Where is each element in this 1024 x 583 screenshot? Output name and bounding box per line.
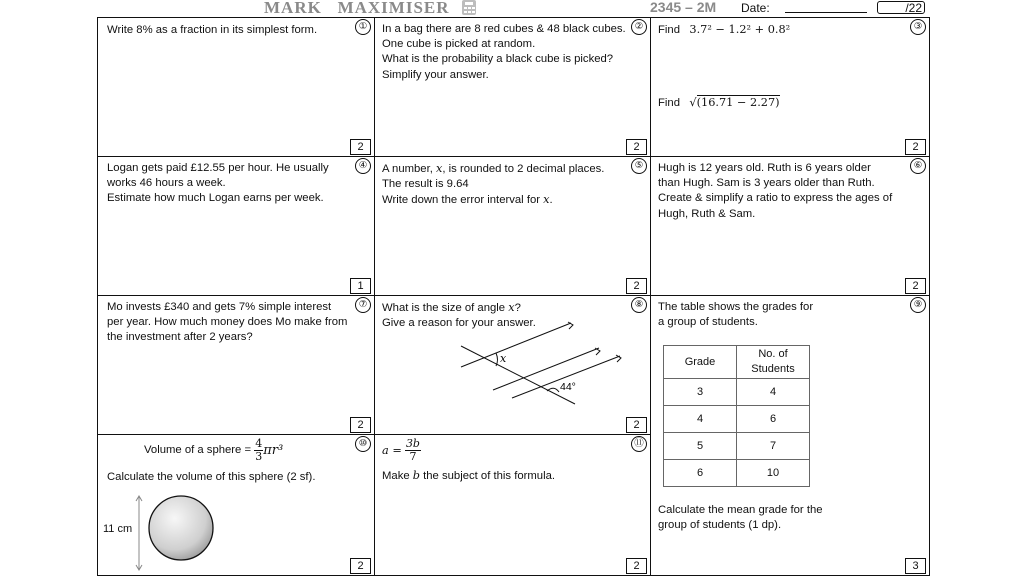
question-number: ⑪ [631,436,647,452]
marks-box: 2 [350,417,371,433]
question-7-text: Mo invests £340 and gets 7% simple interest per year. How much money does Mo make from the investment after 2 years? [107,301,348,344]
marks-box: 3 [905,558,926,574]
question-number: ⑦ [355,297,371,313]
question-10-text: Calculate the volume of this sphere (2 sf). [107,471,316,483]
sqrt-symbol: √ [689,96,697,109]
marks-box: 1 [350,278,371,294]
marks-box: 2 [626,139,647,155]
date-field[interactable] [785,12,867,13]
question-11-formula: a = $\frac{3b}{7}$ [382,437,420,463]
marks-box: 2 [905,278,926,294]
question-11-cell [375,435,651,575]
question-number: ⑨ [910,297,926,313]
question-number: ⑧ [631,297,647,313]
question-9-cell [651,296,929,575]
total-score-box: /22 [877,1,925,14]
table-header-row [664,346,810,379]
table-cell: 4 [737,379,810,406]
marks-box: 2 [350,139,371,155]
question-3-cell [651,18,929,157]
marks-box: 2 [350,558,371,574]
question-10-formula: Volume of a sphere = $\frac{4}{3}$ πr³ [144,437,284,463]
logo: MARK MAXIMISER [264,0,450,17]
table-cell: 3 [664,379,737,406]
table-cell: 10 [737,460,810,487]
question-8-cell [375,296,651,435]
question-3-part-b: Find √(16.71 − 2.27) [658,96,780,109]
question-1-cell [98,18,375,157]
table-row [664,406,810,433]
question-number: ④ [355,158,371,174]
table-row [664,379,810,406]
dimension-label: 11 cm [103,523,133,535]
grades-table [663,345,810,487]
question-number: ① [355,19,371,35]
table-cell: 4 [664,406,737,433]
question-number: ⑩ [355,436,371,452]
formula-fraction: $\frac{3b}{7}$ [405,437,420,463]
table-cell: 6 [664,460,737,487]
question-7-cell [98,296,375,435]
question-6-cell [651,157,929,296]
question-2-text: In a bag there are 8 red cubes & 48 black cubes. One cube is picked at random. What is the probability a black cube is picked? Simplify your answer. [382,23,626,81]
question-9-text: The table shows the grades for a group of students. [658,301,814,329]
question-9-footer: Calculate the mean grade for the group of students (1 dp). [658,504,823,532]
question-11-text: Make b the subject of this formula. [382,469,556,482]
question-5-cell [375,157,651,296]
sphere-diagram [133,493,253,583]
header [0,0,1024,17]
worksheet-code: 2345 – 2M [650,0,717,15]
table-cell: 7 [737,433,810,460]
marks-box: 2 [905,139,926,155]
marks-box: 2 [626,278,647,294]
table-header: No. of Students [737,346,810,379]
marks-box: 2 [626,558,647,574]
expression-b: (16.71 − 2.27) [696,96,780,109]
question-number: ② [631,19,647,35]
table-header: Grade [664,346,737,379]
angle-given-label: 44° [560,381,576,393]
table-row [664,460,810,487]
question-number: ③ [910,19,926,35]
question-6-text: Hugh is 12 years old. Ruth is 6 years older than Hugh. Sam is 3 years older than Ruth. Create & simplify a ratio to express the ages of Hugh, Ruth & Sam. [658,162,893,220]
question-4-text: Logan gets paid £12.55 per hour. He usually works 46 hours a week. Estimate how much Logan earns per week. [107,162,329,205]
question-grid [97,17,930,576]
table-row [664,433,810,460]
question-1-text: Write 8% as a fraction in its simplest form. [107,24,318,36]
expression-a: 3.7² − 1.2² + 0.8² [689,23,791,36]
question-3-part-a: Find 3.7² − 1.2² + 0.8² [658,23,791,36]
table-cell: 5 [664,433,737,460]
angle-x-label: x [500,352,507,365]
question-2-cell [375,18,651,157]
question-4-cell [98,157,375,296]
date-label: Date: [741,1,770,15]
parallel-lines-diagram [375,296,651,435]
marks-box: 2 [626,417,647,433]
formula-fraction: $\frac{4}{3}$ [255,437,263,463]
calculator-icon [462,0,476,15]
table-cell: 6 [737,406,810,433]
question-number: ⑥ [910,158,926,174]
question-5-text: A number, x, is rounded to 2 decimal places. The result is 9.64 Write down the error interval for x. [382,162,605,207]
question-8-text: What is the size of angle x? Give a reason for your answer. [382,301,536,330]
question-10-cell [98,435,375,575]
question-number: ⑤ [631,158,647,174]
